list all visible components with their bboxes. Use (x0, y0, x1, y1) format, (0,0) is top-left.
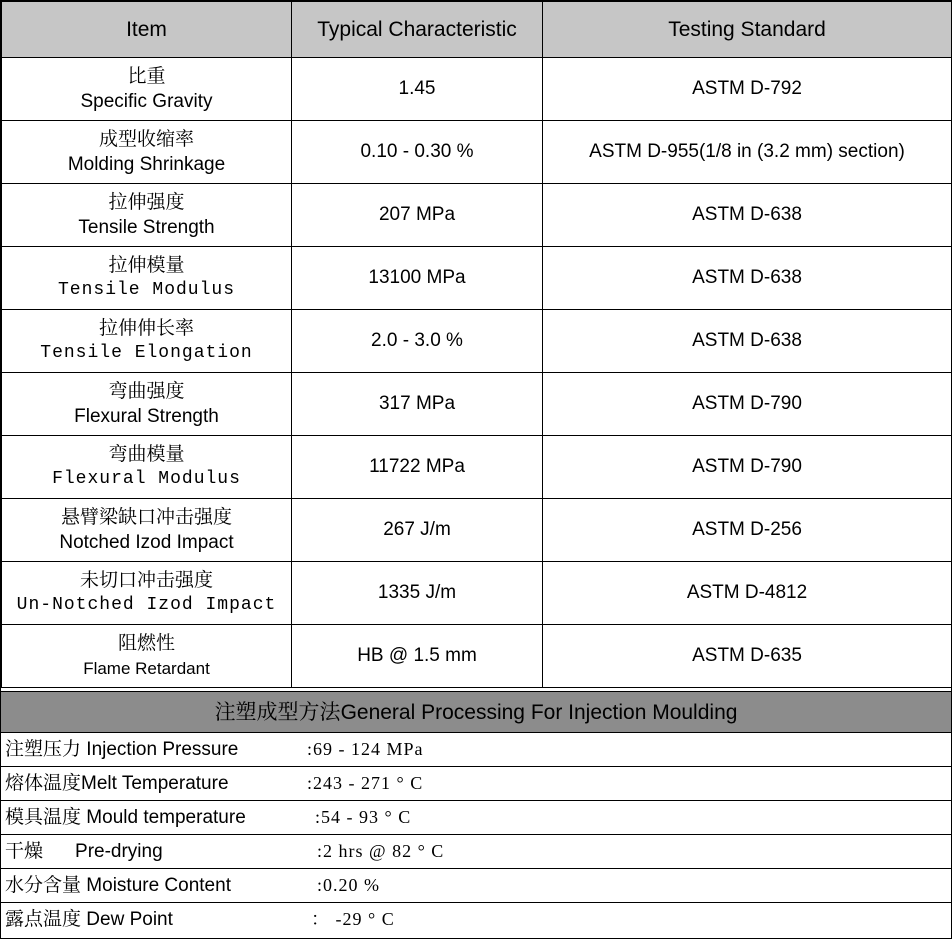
table-row (2, 625, 952, 688)
standard-cell: ASTM D-790 (543, 436, 952, 499)
processing-label (5, 903, 173, 936)
item-name-en: Tensile Modulus (57, 280, 236, 300)
standard-cell: ASTM D-638 (543, 247, 952, 310)
item-name-zh: 成型收缩率 (98, 128, 194, 150)
header-item: Item (2, 2, 292, 58)
item-cell (2, 310, 292, 373)
item-name-zh: 拉伸强度 (108, 191, 185, 213)
processing-label (5, 733, 238, 766)
item-name-zh: 弯曲强度 (108, 380, 185, 402)
table-row (2, 58, 952, 121)
processing-list (1, 733, 951, 937)
item-name-en: Flame Retardant (83, 659, 210, 678)
processing-value: :243 - 271 ° C (307, 773, 424, 793)
item-cell (2, 58, 292, 121)
processing-label-zh: 干燥 (5, 840, 44, 862)
processing-title-en: General Processing For Injection Moulding (340, 701, 738, 724)
processing-label (5, 801, 246, 834)
item-name-zh: 拉伸模量 (108, 254, 185, 276)
table-row (2, 310, 952, 373)
item-cell (2, 436, 292, 499)
list-item (1, 767, 951, 801)
value-cell: 317 MPa (292, 373, 543, 436)
processing-label (5, 869, 231, 902)
processing-label-zh: 注塑压力 (5, 738, 82, 760)
processing-label-zh: 模具温度 (5, 806, 82, 828)
value-cell: 0.10 - 0.30 % (292, 121, 543, 184)
table-row (2, 562, 952, 625)
item-name-zh: 阻燃性 (117, 632, 175, 654)
properties-table (1, 1, 952, 688)
processing-label-en: Injection Pressure (81, 739, 239, 760)
processing-label-en: Pre-drying (75, 841, 163, 862)
item-cell (2, 373, 292, 436)
item-cell (2, 562, 292, 625)
item-name-en: Un-Notched Izod Impact (16, 595, 277, 615)
table-header-row (2, 2, 952, 58)
standard-cell: ASTM D-955(1/8 in (3.2 mm) section) (543, 121, 952, 184)
value-cell: 2.0 - 3.0 % (292, 310, 543, 373)
item-name-zh: 弯曲模量 (108, 443, 185, 465)
standard-cell: ASTM D-4812 (543, 562, 952, 625)
standard-cell: ASTM D-635 (543, 625, 952, 688)
standard-cell: ASTM D-790 (543, 373, 952, 436)
list-item (1, 733, 951, 767)
item-name-zh: 比重 (127, 65, 166, 87)
processing-value: :0.20 % (317, 875, 380, 895)
processing-value: :54 - 93 ° C (315, 807, 412, 827)
value-cell: 1335 J/m (292, 562, 543, 625)
processing-section-title (1, 691, 951, 733)
item-name-en: Notched Izod Impact (59, 532, 234, 553)
item-name-en: Flexural Modulus (52, 469, 241, 489)
value-cell: HB @ 1.5 mm (292, 625, 543, 688)
table-row (2, 436, 952, 499)
table-row (2, 499, 952, 562)
table-row (2, 184, 952, 247)
processing-label-en: Melt Temperature (81, 773, 229, 794)
value-cell: 207 MPa (292, 184, 543, 247)
item-cell (2, 247, 292, 310)
table-row (2, 247, 952, 310)
processing-value: ： -29 ° C (311, 909, 395, 929)
processing-label (5, 835, 163, 868)
item-name-en: Tensile Strength (78, 217, 215, 238)
item-name-en: Molding Shrinkage (67, 154, 226, 175)
item-cell (2, 499, 292, 562)
processing-label-en: Moisture Content (81, 875, 231, 896)
processing-label-en: Dew Point (81, 909, 173, 930)
processing-label-zh: 水分含量 (5, 874, 82, 896)
item-cell (2, 121, 292, 184)
item-name-zh: 拉伸伸长率 (98, 317, 194, 339)
value-cell: 1.45 (292, 58, 543, 121)
processing-value: :2 hrs @ 82 ° C (317, 841, 445, 861)
list-item (1, 869, 951, 903)
processing-label-zh: 露点温度 (5, 908, 82, 930)
item-name-en: Flexural Strength (74, 406, 219, 427)
standard-cell: ASTM D-256 (543, 499, 952, 562)
table-row (2, 373, 952, 436)
list-item (1, 903, 951, 937)
processing-label-zh: 熔体温度 (5, 772, 82, 794)
item-cell (2, 625, 292, 688)
processing-title-zh: 注塑成型方法 (214, 700, 341, 724)
processing-label-en: Mould temperature (81, 807, 246, 828)
value-cell: 267 J/m (292, 499, 543, 562)
header-testing-standard: Testing Standard (543, 2, 952, 58)
list-item (1, 835, 951, 869)
value-cell: 13100 MPa (292, 247, 543, 310)
header-typical-characteristic: Typical Characteristic (292, 2, 543, 58)
list-item (1, 801, 951, 835)
item-name-en: Specific Gravity (80, 91, 213, 112)
item-cell (2, 184, 292, 247)
processing-label (5, 767, 229, 800)
item-name-zh: 悬臂梁缺口冲击强度 (60, 506, 232, 528)
item-name-zh: 未切口冲击强度 (79, 569, 213, 591)
standard-cell: ASTM D-638 (543, 184, 952, 247)
item-name-en: Tensile Elongation (40, 343, 253, 363)
standard-cell: ASTM D-792 (543, 58, 952, 121)
table-row (2, 121, 952, 184)
value-cell: 11722 MPa (292, 436, 543, 499)
processing-value: :69 - 124 MPa (307, 739, 424, 759)
standard-cell: ASTM D-638 (543, 310, 952, 373)
